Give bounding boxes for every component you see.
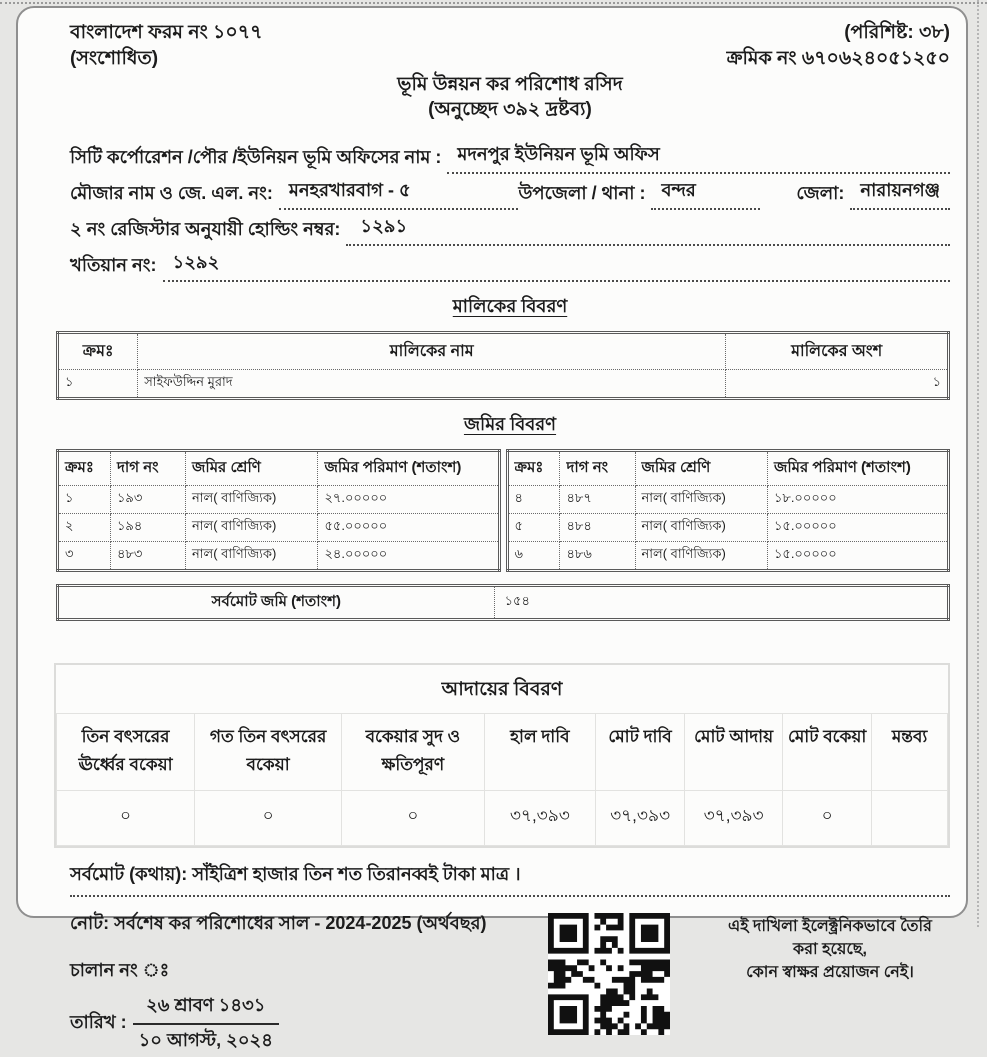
col-remarks: মন্তব্য <box>872 713 948 790</box>
holding-number-field: ১২৯১ <box>346 212 950 246</box>
scan-edge-right <box>977 0 979 927</box>
land-col-serial: ক্রমঃ <box>58 450 111 485</box>
owner-name: সাইফউদ্দিন মুরাদ <box>138 369 726 398</box>
document-title: ভূমি উন্নয়ন কর পরিশোধ রসিদ <box>397 74 623 96</box>
date-field <box>70 991 522 1057</box>
land-total-value: ১৫৪ <box>494 585 948 619</box>
document-subtitle: (অনুচ্ছেদ ৩৯২ দ্রষ্টব্য) <box>428 98 592 120</box>
mouza-line <box>70 179 950 210</box>
receipt-document <box>16 6 968 1050</box>
col-total-claim: মোট দাবি <box>596 713 685 790</box>
col-interest-compensation: বকেয়ার সুদ ও ক্ষতিপূরণ <box>342 713 485 790</box>
land-col-dag: দাগ নং <box>110 450 185 485</box>
col-current-claim: হাল দাবি <box>484 713 595 790</box>
land-col-dag: দাগ নং <box>560 450 635 485</box>
table-row <box>58 369 949 398</box>
land-table-left <box>56 449 501 572</box>
footer-left <box>70 909 522 1057</box>
mouza-field: মনহরখারবাগ - ৫ <box>279 176 519 210</box>
document-header <box>70 20 950 71</box>
payment-table-header <box>57 713 948 790</box>
total-in-words: সর্বমোট (কথায়): সাঁইত্রিশ হাজার তিন শত তিরানব্বই টাকা মাত্র । <box>70 860 950 897</box>
land-tables <box>56 449 950 572</box>
land-table-header <box>58 450 500 485</box>
land-total-label: সর্বমোট জমি (শতাংশ) <box>58 585 495 619</box>
col-arrears-last-3y: গত তিন বৎসরের বকেয়া <box>195 713 342 790</box>
date-values <box>133 991 279 1057</box>
table-row: ৬ ৪৮৬ নাল( বাণিজ্যিক) ১৫.০০০০০ <box>507 541 949 570</box>
upazila-label: উপজেলা / থানা : <box>518 182 646 203</box>
scan-edge-top <box>0 2 987 4</box>
land-total-row <box>56 584 950 621</box>
owner-serial: ১ <box>58 369 138 398</box>
owner-col-serial: ক্রমঃ <box>58 332 138 369</box>
land-details-title: জমির বিবরণ <box>463 413 557 434</box>
table-row: ২ ১৯৪ নাল( বাণিজ্যিক) ৫৫.০০০০০ <box>58 513 500 541</box>
land-col-class: জমির শ্রেণি <box>635 450 767 485</box>
payment-values-row: ০ ০ ০ ৩৭,৩৯৩ ৩৭,৩৯৩ ৩৭,৩৯৩ ০ <box>57 790 948 845</box>
table-row: ১ ১৯৩ নাল( বাণিজ্যিক) ২৭.০০০০০ <box>58 485 500 513</box>
land-col-serial: ক্রমঃ <box>507 450 560 485</box>
khatian-number-field: ১২৯২ <box>163 248 950 282</box>
table-row: ৫ ৪৮৪ নাল( বাণিজ্যিক) ১৫.০০০০০ <box>507 513 949 541</box>
payment-table <box>56 713 948 846</box>
qr-code-icon <box>548 913 670 1035</box>
owner-col-share: মালিকের অংশ <box>726 332 949 369</box>
form-revised-label: (সংশোধিত) <box>70 47 159 69</box>
owner-table-header <box>58 332 949 369</box>
land-col-class: জমির শ্রেণি <box>186 450 318 485</box>
office-name-field: মদনপুর ইউনিয়ন ভূমি অফিস <box>447 140 950 174</box>
fiscal-year-note: নোট: সর্বশেষ কর পরিশোধের সাল - 2024-2025 (অর্থবছর) <box>70 912 487 933</box>
office-fields <box>70 143 950 282</box>
col-total-collected: মোট আদায় <box>685 713 783 790</box>
challan-number-label: চালান নং ঃ <box>70 959 170 980</box>
col-arrears-over-3y: তিন বৎসরের ঊর্ধ্বের বকেয়া <box>57 713 195 790</box>
holding-line <box>70 215 950 246</box>
khatian-line <box>70 251 950 282</box>
form-number: বাংলাদেশ ফরম নং ১০৭৭ <box>70 22 263 43</box>
payment-details-box <box>54 663 950 848</box>
land-table-right <box>506 449 951 572</box>
holding-label: ২ নং রেজিস্টার অনুযায়ী হোল্ডিং নম্বর: <box>70 218 341 239</box>
land-col-amount: জমির পরিমাণ (শতাংশ) <box>318 450 499 485</box>
electronic-note-line2: কোন স্বাক্ষর প্রয়োজন নেই। <box>746 964 914 982</box>
title-block <box>70 73 950 122</box>
district-field: নারায়নগঞ্জ <box>850 176 950 210</box>
date-gregorian: ১০ আগস্ট, ২০২৪ <box>138 1029 273 1050</box>
table-row: ৪ ৪৮৭ নাল( বাণিজ্যিক) ১৮.০০০০০ <box>507 485 949 513</box>
land-table-header <box>507 450 949 485</box>
date-bangla: ২৬ শ্রাবণ ১৪৩১ <box>133 991 279 1025</box>
serial-block <box>727 20 950 71</box>
owner-table <box>56 331 950 400</box>
office-name-label: সিটি কর্পোরেশন /পৌর /ইউনিয়ন ভূমি অফিসের নাম : <box>70 146 442 167</box>
district-label: জেলা: <box>796 182 845 203</box>
footer-row <box>70 909 950 1057</box>
electronic-note <box>714 909 950 1057</box>
table-row: ৩ ৪৮৩ নাল( বাণিজ্যিক) ২৪.০০০০০ <box>58 541 500 570</box>
serial-number: ক্রমিক নং ৬৭০৬২৪০৫১২৫০ <box>726 47 950 69</box>
col-total-arrears: মোট বকেয়া <box>783 713 872 790</box>
payment-details-title: আদায়ের বিবরণ <box>441 678 563 700</box>
owner-col-name: মালিকের নাম <box>138 332 726 369</box>
khatian-label: খতিয়ান নং: <box>70 254 157 275</box>
appendix-number: (পরিশিষ্ট: ৩৮) <box>844 22 950 43</box>
upazila-field: বন্দর <box>651 176 760 210</box>
date-label: তারিখ : <box>70 1012 127 1033</box>
owner-details-title: মালিকের বিবরণ <box>452 295 568 316</box>
form-number-block <box>70 20 262 71</box>
owner-share: ১ <box>726 369 949 398</box>
land-col-amount: জমির পরিমাণ (শতাংশ) <box>767 450 948 485</box>
office-name-line <box>70 143 950 174</box>
electronic-note-line1: এই দাখিলা ইলেক্ট্রনিকভাবে তৈরি করা হয়েছে, <box>728 917 932 958</box>
mouza-label: মৌজার নাম ও জে. এল. নং: <box>70 182 273 203</box>
